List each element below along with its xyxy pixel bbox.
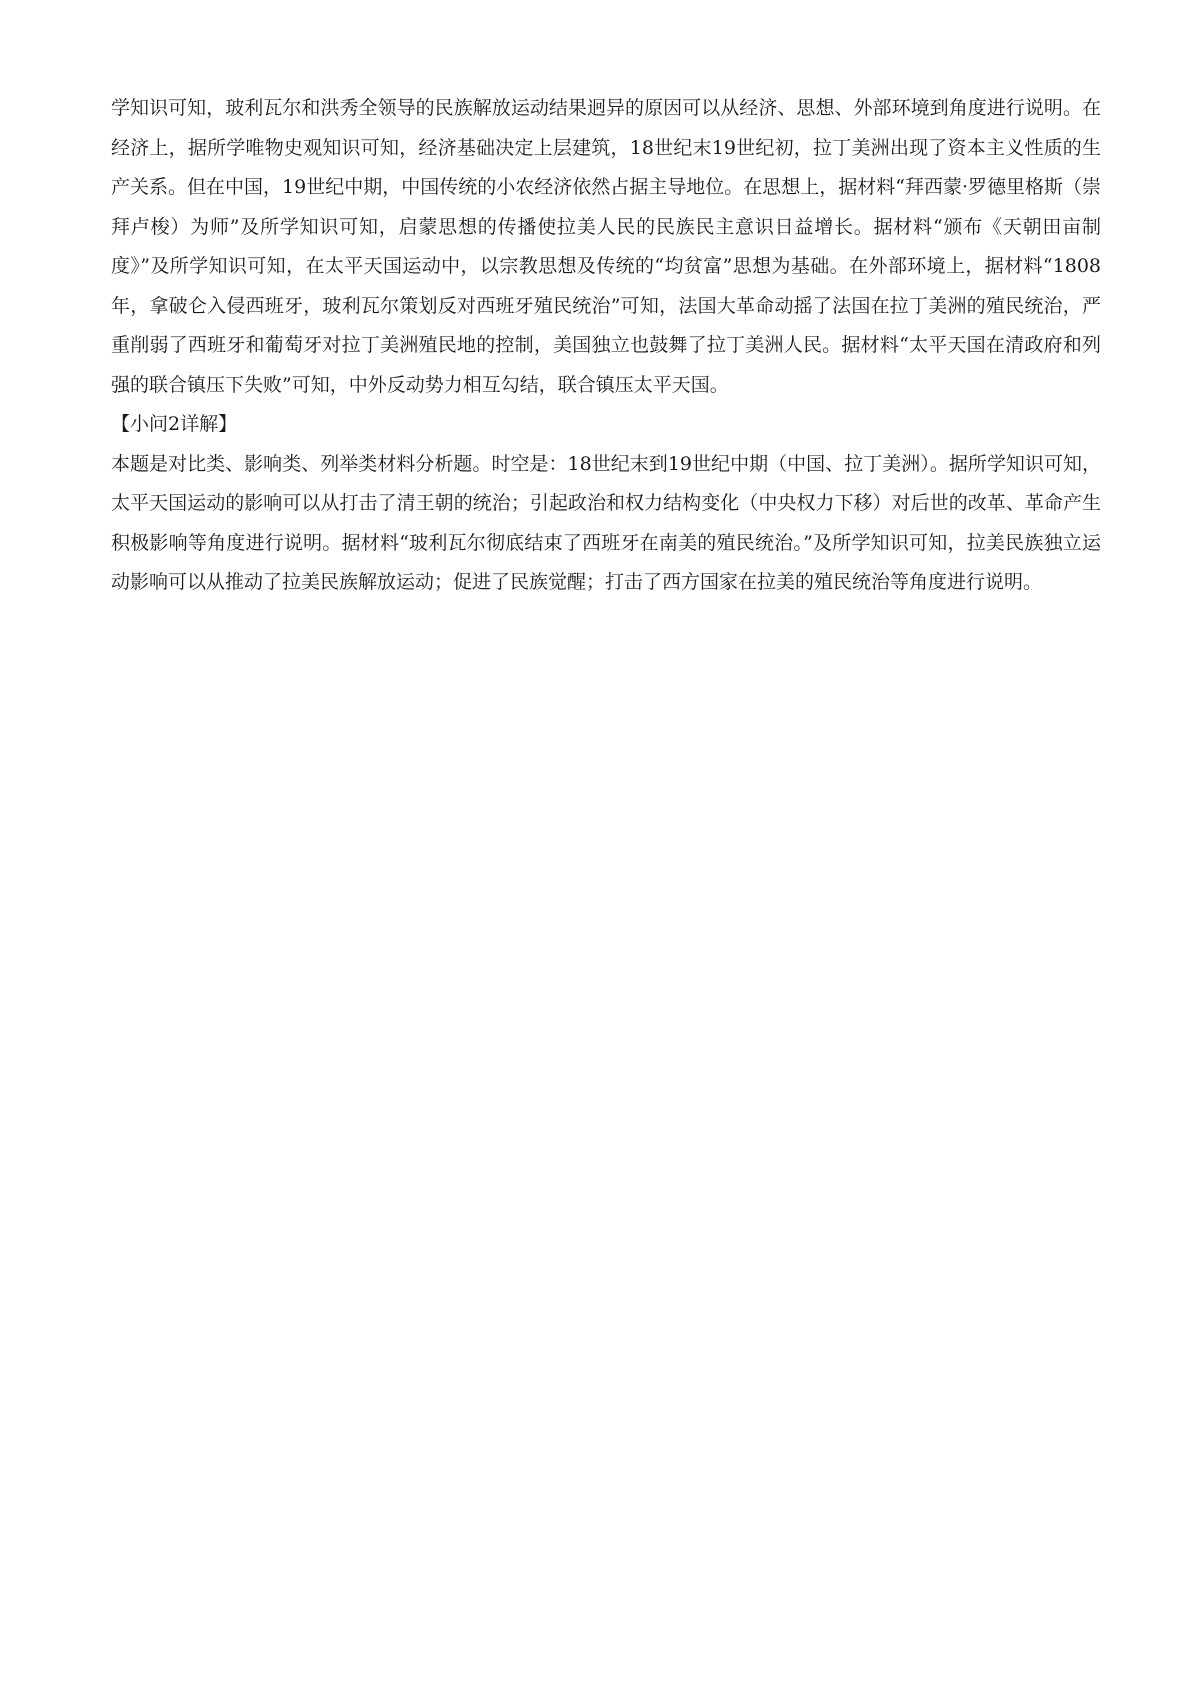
answer-paragraph-1: 学知识可知，玻利瓦尔和洪秀全领导的民族解放运动结果迥异的原因可以从经济、思想、外部环境到角度进行说明。在经济上，据所学唯物史观知识可知，经济基础决定上层建筑，18世纪末19世纪初，拉丁美洲出现了资本主义性质的生产关系。但在中国，19世纪中期，中国传统的小农经济依然占据主导地位。在思想上，据材料“拜西蒙·罗德里格斯（崇拜卢梭）为师”及所学知识可知，启蒙思想的传播使拉美人民的民族民主意识日益增长。据材料“颁布《天朝田亩制度》”及所学知识可知，在太平天国运动中，以宗教思想及传统的“均贫富”思想为基础。在外部环境上，据材料“1808年，拿破仑入侵西班牙，玻利瓦尔策划反对西班牙殖民统治”可知，法国大革命动摇了法国在拉丁美洲的殖民统治，严重削弱了西班牙和葡萄牙对拉丁美洲殖民地的控制，美国独立也鼓舞了拉丁美洲人民。据材料“太平天国在清政府和列强的联合镇压下失败”可知，中外反动势力相互勾结，联合镇压太平天国。 [111,97,1101,396]
subquestion-2-heading: 【小问2详解】 [111,413,238,435]
document-body [111,89,1101,603]
answer-paragraph-2: 本题是对比类、影响类、列举类材料分析题。时空是：18世纪末到19世纪中期（中国、拉丁美洲）。据所学知识可知，太平天国运动的影响可以从打击了清王朝的统治；引起政治和权力结构变化（中央权力下移）对后世的改革、革命产生积极影响等角度进行说明。据材料“玻利瓦尔彻底结束了西班牙在南美的殖民统治。”及所学知识可知，拉美民族独立运动影响可以从推动了拉美民族解放运动；促进了民族觉醒；打击了西方国家在拉美的殖民统治等角度进行说明。 [111,452,1101,593]
